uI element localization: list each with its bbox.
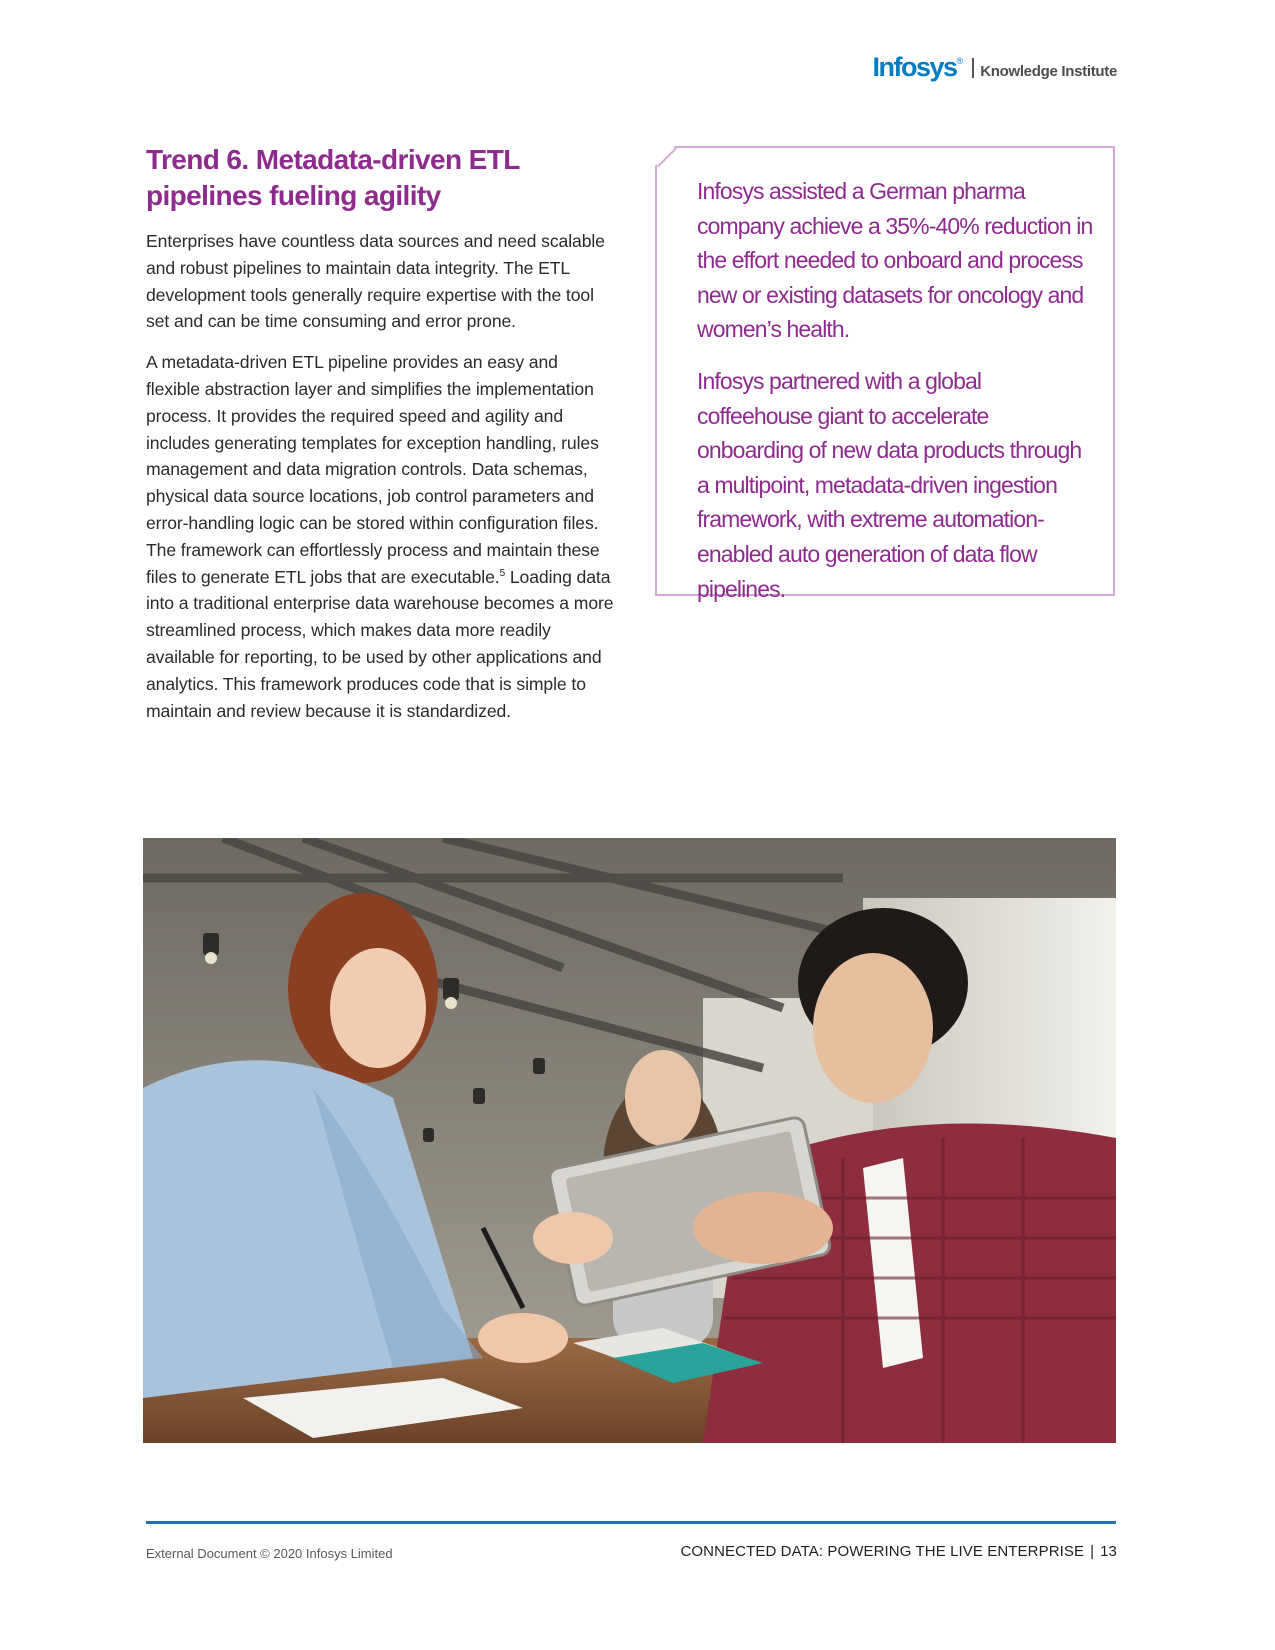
case-study-callout — [655, 146, 1115, 602]
logo-brand: Infosys — [872, 52, 957, 82]
logo-subtitle: Knowledge Institute — [980, 63, 1117, 80]
section-heading: Trend 6. Metadata-driven ETL pipelines fueling agility — [146, 144, 520, 211]
logo-divider — [972, 58, 974, 78]
callout-content — [697, 174, 1097, 623]
callout-corner-fold — [655, 146, 675, 166]
footnote-reference[interactable]: 5 — [499, 567, 506, 579]
body-paragraph: Enterprises have countless data sources and need scalable and robust pipelines to maintain data integrity. The ETL development tools generally require expertise with the tool set and can be time consuming and error prone. — [146, 231, 605, 332]
publication-title: CONNECTED DATA: POWERING THE LIVE ENTERPRISE — [680, 1543, 1085, 1560]
footer-separator: | — [1090, 1543, 1095, 1560]
footer-copyright: External Document © 2020 Infosys Limited — [146, 1546, 393, 1561]
article-body — [146, 228, 616, 738]
body-text: A metadata-driven ETL pipeline provides an easy and flexible abstraction layer and simplifies the implementation process. It provides the required speed and agility and includes generating templates for exception handling, rules management and data migration controls. Data schemas, physical data source locations, job control parameters and error-handling logic can be stored within configuration files. The framework can effortlessly process and maintain these files to generate ETL jobs that are executable. — [146, 352, 600, 587]
body-paragraph — [146, 349, 616, 724]
logo-registered-mark: ® — [956, 56, 964, 66]
infosys-logo — [873, 52, 1117, 83]
photo-illustration — [143, 838, 1116, 1443]
page-number: 13 — [1100, 1543, 1117, 1560]
body-text: Loading data into a traditional enterprise data warehouse becomes a more streamlined process, which makes data more readily available for reporting, to be used by other applications and analytics. This framework produces code that is simple to maintain and review because it is standardized. — [146, 566, 614, 721]
team-collaboration-photo — [143, 838, 1116, 1443]
callout-paragraph: Infosys assisted a German pharma company achieve a 35%-40% reduction in the effort needed to onboard and process new or existing datasets for oncology and women’s health. — [697, 178, 1093, 343]
footer-publication — [680, 1543, 1117, 1560]
footer-divider — [146, 1521, 1116, 1524]
callout-paragraph: Infosys partnered with a global coffeehouse giant to accelerate onboarding of new data products through a multipoint, metadata-driven ingestion framework, with extreme automation-enabled auto generation of data flow pipelines. — [697, 367, 1082, 602]
